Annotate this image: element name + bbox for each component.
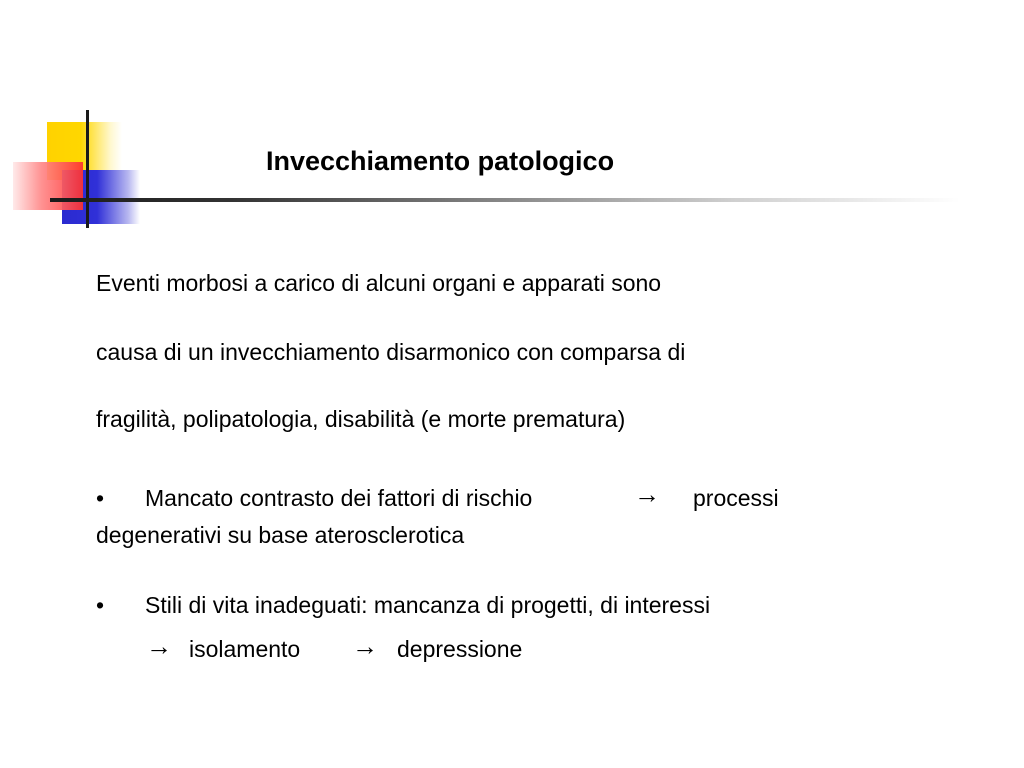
bullet-marker: • [96, 485, 105, 511]
bullet-2-result-2: depressione [397, 636, 523, 662]
paragraph-line-3: fragilità, polipatologia, disabilità (e morte prematura) [96, 406, 626, 432]
bullet-2-text: Stili di vita inadeguati: mancanza di progetti, di interessi [145, 592, 711, 618]
slide-title: Invecchiamento patologico [266, 146, 615, 176]
paragraph-line-1: Eventi morbosi a carico di alcuni organi e apparati sono [96, 270, 662, 296]
corner-decoration [0, 0, 160, 240]
title-underline [50, 198, 960, 202]
right-arrow-icon: → [352, 631, 378, 661]
red-square [13, 162, 83, 210]
bullet-1-continuation: degenerativi su base aterosclerotica [96, 522, 465, 548]
vertical-rule [86, 110, 89, 228]
right-arrow-icon: → [634, 479, 660, 509]
bullet-1-text: Mancato contrasto dei fattori di rischio [145, 485, 533, 511]
bullet-1-result: processi [693, 485, 779, 511]
right-arrow-icon: → [146, 631, 172, 661]
bullet-marker: • [96, 592, 105, 618]
bullet-2-result-1: isolamento [189, 636, 301, 662]
paragraph-line-2: causa di un invecchiamento disarmonico con comparsa di [96, 339, 686, 365]
